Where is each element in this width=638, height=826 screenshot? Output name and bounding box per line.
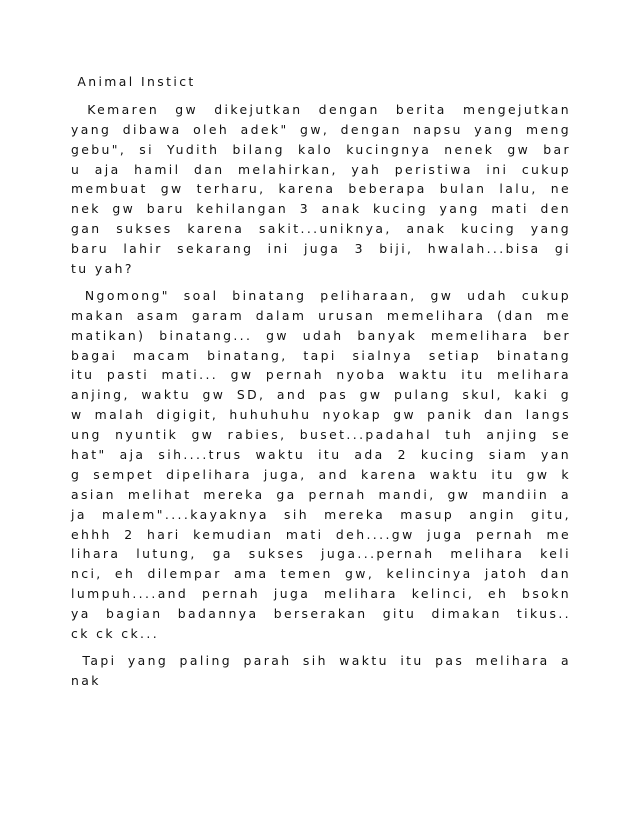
paragraph-line: makan asam garam dalam urusan memelihara (dan me [71,307,571,323]
paragraph-line: gebu", si Yudith bilang kalo kucingnya nenek gw bar [71,141,571,157]
paragraph-line: ja malem"....kayaknya sih mereka masup angin gitu, [71,506,571,522]
paragraph-line: Tapi yang paling parah sih waktu itu pas melihara a [71,652,571,668]
paragraph-line: w malah digigit, huhuhuhu nyokap gw panik dan langs [71,407,571,423]
paragraph-line: hat" aja sih....trus waktu itu ada 2 kucing siam yan [71,447,571,463]
paragraph-line: tu yah? [71,261,134,277]
paragraph-line: u aja hamil dan melahirkan, yah peristiwa ini cukup [71,161,571,177]
paragraph [71,651,571,691]
document-body [71,72,571,698]
paragraph-list [71,100,571,691]
paragraph-line: gan sukses karena sakit...uniknya, anak kucing yang [71,221,571,237]
paragraph-line: ehhh 2 hari kemudian mati deh....gw juga pernah me [71,526,571,542]
paragraph-line: yang dibawa oleh adek" gw, dengan napsu yang meng [71,121,571,137]
paragraph-line: anjing, waktu gw SD, and pas gw pulang skul, kaki g [71,387,571,403]
paragraph-line: bagai macam binatang, tapi sialnya setiap binatang [71,347,571,363]
paragraph-line: ya bagian badannya berserakan gitu dimakan tikus.. [71,606,571,622]
paragraph-line: matikan) binatang... gw udah banyak memelihara ber [71,327,571,343]
paragraph [71,100,571,279]
paragraph-line: nak [71,672,101,688]
paragraph-line: baru lahir sekarang ini juga 3 biji, hwalah...bisa gi [71,241,571,257]
paragraph-line: Ngomong" soal binatang peliharaan, gw udah cukup [71,287,571,303]
paragraph-line: ck ck ck... [71,626,160,642]
document-title: Animal Instict [71,74,196,89]
paragraph-line: nek gw baru kehilangan 3 anak kucing yang mati den [71,201,571,217]
paragraph-line: lihara lutung, ga sukses juga...pernah melihara keli [71,546,571,562]
paragraph-line: membuat gw terharu, karena beberapa bulan lalu, ne [71,181,571,197]
paragraph-line: ung nyuntik gw rabies, buset...padahal tuh anjing se [71,427,571,443]
paragraph [71,286,571,644]
paragraph-line: itu pasti mati... gw pernah nyoba waktu itu melihara [71,367,571,383]
paragraph-line: Kemaren gw dikejutkan dengan berita mengejutkan [71,101,571,117]
paragraph-line: g sempet dipelihara juga, and karena waktu itu gw k [71,466,571,482]
paragraph-line: nci, eh dilempar ama temen gw, kelincinya jatoh dan [71,566,571,582]
paragraph-line: asian melihat mereka ga pernah mandi, gw mandiin a [71,486,571,502]
paragraph-line: lumpuh....and pernah juga melihara kelinci, eh bsokn [71,586,571,602]
